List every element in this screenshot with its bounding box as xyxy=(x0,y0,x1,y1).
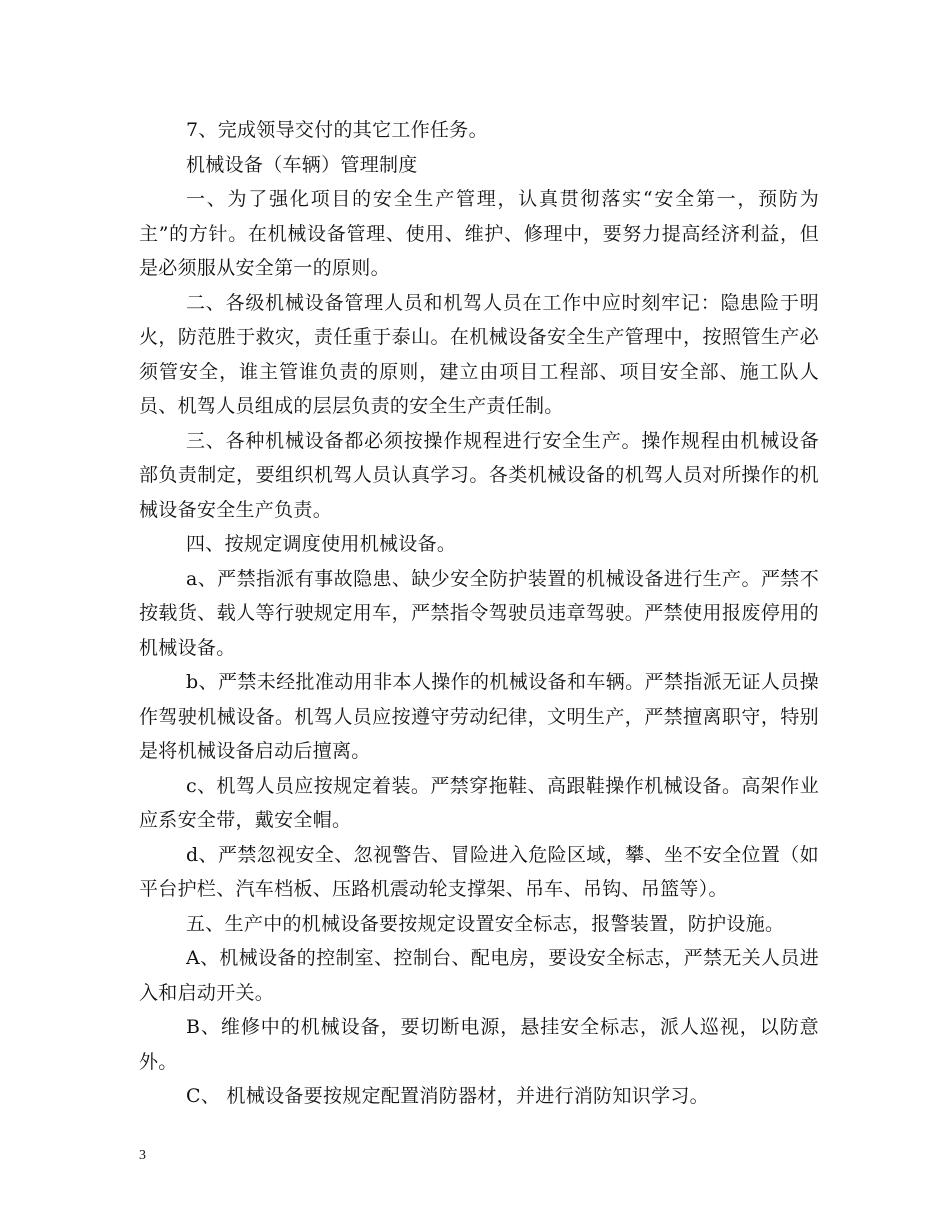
page-number: 3 xyxy=(139,1148,146,1163)
paragraph-item-7: 7、完成领导交付的其它工作任务。 xyxy=(186,119,488,141)
paragraph-item-a: a、严禁指派有事故隐患、缺少安全防护装置的机械设备进行生产。严禁不按载货、载人等行驶规定用车，严禁指令驾驶员违章驾驶。严禁使用报废停用的机械设备。 xyxy=(139,567,819,659)
paragraph-section-1: 一、为了强化项目的安全生产管理，认真贯彻落实“安全第一，预防为主”的方针。在机械设备管理、使用、维护、修理中，要努力提高经济利益，但是必须服从安全第一的原则。 xyxy=(139,188,819,279)
paragraph-section-3: 三、各种机械设备都必须按操作规程进行安全生产。操作规程由机械设备部负责制定，要组织机驾人员认真学习。各类机械设备的机驾人员对所操作的机械设备安全生产负责。 xyxy=(139,429,819,521)
paragraph-item-c: c、机驾人员应按规定着装。严禁穿拖鞋、高跟鞋操作机械设备。高架作业应系安全带，戴安全帽。 xyxy=(139,774,819,831)
paragraph-item-A: A、机械设备的控制室、控制台、配电房，要设安全标志，严禁无关人员进入和启动开关。 xyxy=(139,947,819,1004)
paragraph-item-d: d、严禁忽视安全、忽视警告、冒险进入危险区域，攀、坐不安全位置（如平台护栏、汽车档板、压路机震动轮支撑架、吊车、吊钩、吊篮等）。 xyxy=(139,843,819,900)
paragraph-item-B: B、维修中的机械设备，要切断电源，悬挂安全标志，派人巡视，以防意外。 xyxy=(139,1016,819,1073)
paragraph-section-4: 四、按规定调度使用机械设备。 xyxy=(186,533,457,555)
paragraph-item-C: C、 机械设备要按规定配置消防器材，并进行消防知识学习。 xyxy=(186,1085,709,1107)
section-title: 机械设备（车辆）管理制度 xyxy=(186,153,418,176)
paragraph-section-5: 五、生产中的机械设备要按规定设置安全标志，报警装置，防护设施。 xyxy=(186,912,785,935)
paragraph-section-2: 二、各级机械设备管理人员和机驾人员在工作中应时刻牢记：隐患险于明火，防范胜于救灾，责任重于泰山。在机械设备安全生产管理中，按照管生产必须管安全，谁主管谁负责的原则，建立由项目工程部、项目安全部、施工队人员、机驾人员组成的层层负责的安全生产责任制。 xyxy=(139,291,819,417)
document-body xyxy=(139,113,819,1114)
paragraph-item-b: b、严禁未经批准动用非本人操作的机械设备和车辆。严禁指派无证人员操作驾驶机械设备。机驾人员应按遵守劳动纪律，文明生产，严禁擅离职守，特别是将机械设备启动后擅离。 xyxy=(139,671,819,762)
